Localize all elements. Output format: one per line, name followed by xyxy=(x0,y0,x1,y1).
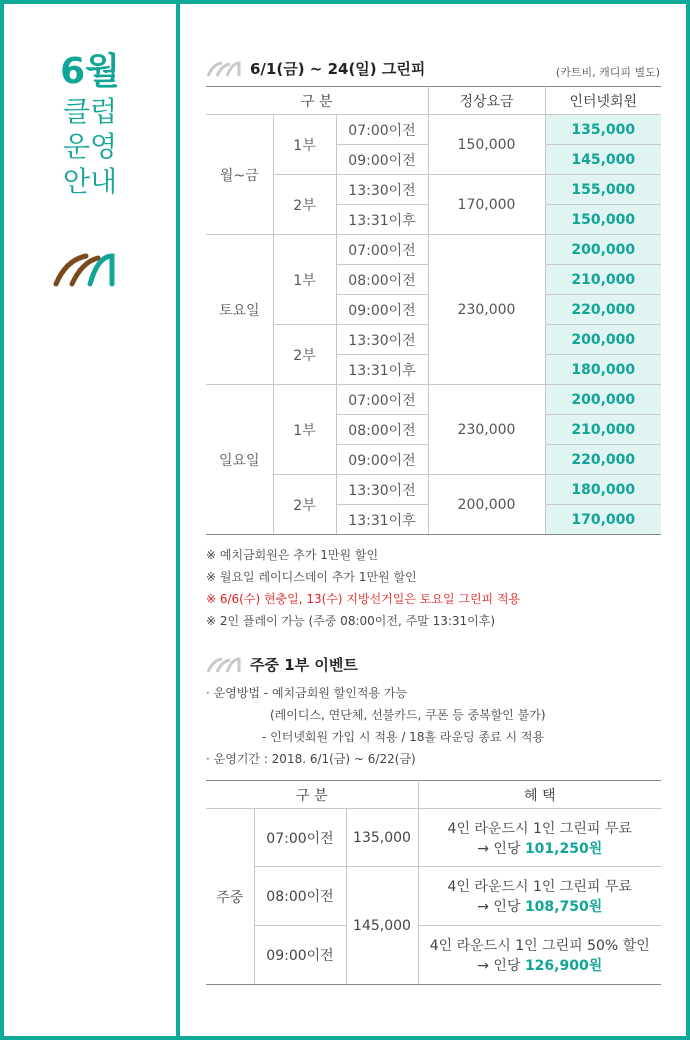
time-cell: 09:00이전 xyxy=(336,295,428,325)
day-label: 일요일 xyxy=(206,385,273,535)
row-label: 주중 xyxy=(206,809,254,985)
time-cell: 09:00이전 xyxy=(254,926,346,985)
member-price: 210,000 xyxy=(545,265,661,295)
day-label: 월~금 xyxy=(206,115,273,235)
member-price: 200,000 xyxy=(545,235,661,265)
time-cell: 07:00이전 xyxy=(336,385,428,415)
benefit-cell xyxy=(418,809,661,867)
member-price: 150,000 xyxy=(545,205,661,235)
benefit-text: 4인 라운드시 1인 그린피 무료 xyxy=(447,820,632,837)
per-price: 108,750원 xyxy=(524,899,603,915)
regular-price: 150,000 xyxy=(428,115,545,175)
time-cell: 09:00이전 xyxy=(336,445,428,475)
part-label: 2부 xyxy=(273,475,336,535)
time-cell: 13:31이후 xyxy=(336,355,428,385)
member-price: 200,000 xyxy=(545,385,661,415)
pricing-note: (카트비, 캐디피 별도) xyxy=(555,66,660,79)
event-line: · 운영기간 : 2018. 6/1(금) ~ 6/22(금) xyxy=(206,752,416,766)
part-label: 1부 xyxy=(273,385,336,475)
table-row xyxy=(206,385,661,415)
member-price: 220,000 xyxy=(545,295,661,325)
note-item: ※ 2인 플레이 가능 (주중 08:00이전, 주말 13:31이후) xyxy=(206,614,496,628)
regular-price: 230,000 xyxy=(428,385,545,475)
table-row xyxy=(206,475,661,505)
event-line: - 인터넷회원 가입 시 적용 / 18홀 라운딩 종료 시 적용 xyxy=(262,730,545,744)
time-cell: 13:30이전 xyxy=(336,175,428,205)
benefit-text: 4인 라운드시 1인 그린피 무료 xyxy=(447,879,632,895)
member-price: 135,000 xyxy=(545,115,661,145)
notes-list xyxy=(206,544,520,632)
month-title: 6월 xyxy=(60,51,120,92)
header-category: 구 분 xyxy=(206,87,428,115)
table-header-row xyxy=(206,781,661,809)
table-row xyxy=(206,926,661,985)
member-price: 220,000 xyxy=(545,445,661,475)
event-title xyxy=(206,654,358,675)
per-person xyxy=(419,838,662,858)
table-row xyxy=(206,115,661,145)
table-row xyxy=(206,235,661,265)
event-line: (레이디스, 연단체, 선불카드, 쿠폰 등 중복할인 불가) xyxy=(270,708,546,722)
time-cell: 07:00이전 xyxy=(336,115,428,145)
note-item: ※ 월요일 레이디스데이 추가 1만원 할인 xyxy=(206,570,417,584)
member-price: 180,000 xyxy=(545,475,661,505)
time-cell: 08:00이전 xyxy=(336,265,428,295)
section-swoosh-icon xyxy=(206,656,242,674)
part-label: 1부 xyxy=(273,235,336,325)
time-cell: 13:31이후 xyxy=(336,505,428,535)
per-person xyxy=(419,955,662,975)
table-header-row xyxy=(206,87,661,115)
table-row xyxy=(206,809,661,867)
event-description xyxy=(206,682,546,770)
greenfee-table xyxy=(206,86,661,535)
benefit-cell xyxy=(418,926,661,985)
time-cell: 13:30이전 xyxy=(336,325,428,355)
time-cell: 09:00이전 xyxy=(336,145,428,175)
day-label: 토요일 xyxy=(206,235,273,385)
part-label: 1부 xyxy=(273,115,336,175)
per-person xyxy=(419,896,662,916)
part-label: 2부 xyxy=(273,325,336,385)
per-prefix: → 인당 xyxy=(477,840,525,857)
member-price: 210,000 xyxy=(545,415,661,445)
member-price: 180,000 xyxy=(545,355,661,385)
sidebar-word-3: 안내 xyxy=(62,165,118,198)
per-prefix: → 인당 xyxy=(477,899,525,915)
sidebar-divider xyxy=(176,0,180,1040)
sidebar-word-2: 운영 xyxy=(62,130,118,163)
section-swoosh-icon xyxy=(206,60,242,78)
event-table xyxy=(206,780,661,985)
header-regular: 정상요금 xyxy=(428,87,545,115)
time-cell: 08:00이전 xyxy=(254,867,346,926)
regular-price: 170,000 xyxy=(428,175,545,235)
sidebar xyxy=(4,50,176,199)
per-price: 101,250원 xyxy=(524,840,603,857)
member-price: 170,000 xyxy=(545,505,661,535)
regular-price: 230,000 xyxy=(428,235,545,385)
note-item-highlight: ※ 6/6(수) 현충일, 13(수) 지방선거일은 토요일 그린피 적용 xyxy=(206,592,521,606)
member-price: 155,000 xyxy=(545,175,661,205)
benefit-text: 4인 라운드시 1인 그린피 50% 할인 xyxy=(429,938,650,954)
time-cell: 07:00이전 xyxy=(336,235,428,265)
part-label: 2부 xyxy=(273,175,336,235)
event-title-text: 주중 1부 이벤트 xyxy=(250,656,358,674)
note-item: ※ 예치금회원은 추가 1만원 할인 xyxy=(206,548,379,562)
table-row xyxy=(206,867,661,926)
per-price: 126,900원 xyxy=(524,958,603,974)
header-member: 인터넷회원 xyxy=(545,87,661,115)
member-price: 145,000 xyxy=(545,145,661,175)
golf-swoosh-logo-icon xyxy=(52,248,118,288)
price-cell: 145,000 xyxy=(346,867,418,985)
time-cell: 13:31이후 xyxy=(336,205,428,235)
event-line: · 운영방법 - 예치금회원 할인적용 가능 xyxy=(206,686,408,700)
member-price: 200,000 xyxy=(545,325,661,355)
time-cell: 08:00이전 xyxy=(336,415,428,445)
price-cell: 135,000 xyxy=(346,809,418,867)
pricing-title-text: 6/1(금) ~ 24(일) 그린피 xyxy=(250,60,426,78)
pricing-title xyxy=(206,58,425,79)
sidebar-word-1: 클럽 xyxy=(62,95,118,128)
benefit-cell xyxy=(418,867,661,926)
header-category: 구 분 xyxy=(206,781,418,809)
header-benefit: 혜 택 xyxy=(418,781,661,809)
regular-price: 200,000 xyxy=(428,475,545,535)
per-prefix: → 인당 xyxy=(477,958,525,974)
table-row xyxy=(206,175,661,205)
time-cell: 13:30이전 xyxy=(336,475,428,505)
time-cell: 07:00이전 xyxy=(254,809,346,867)
